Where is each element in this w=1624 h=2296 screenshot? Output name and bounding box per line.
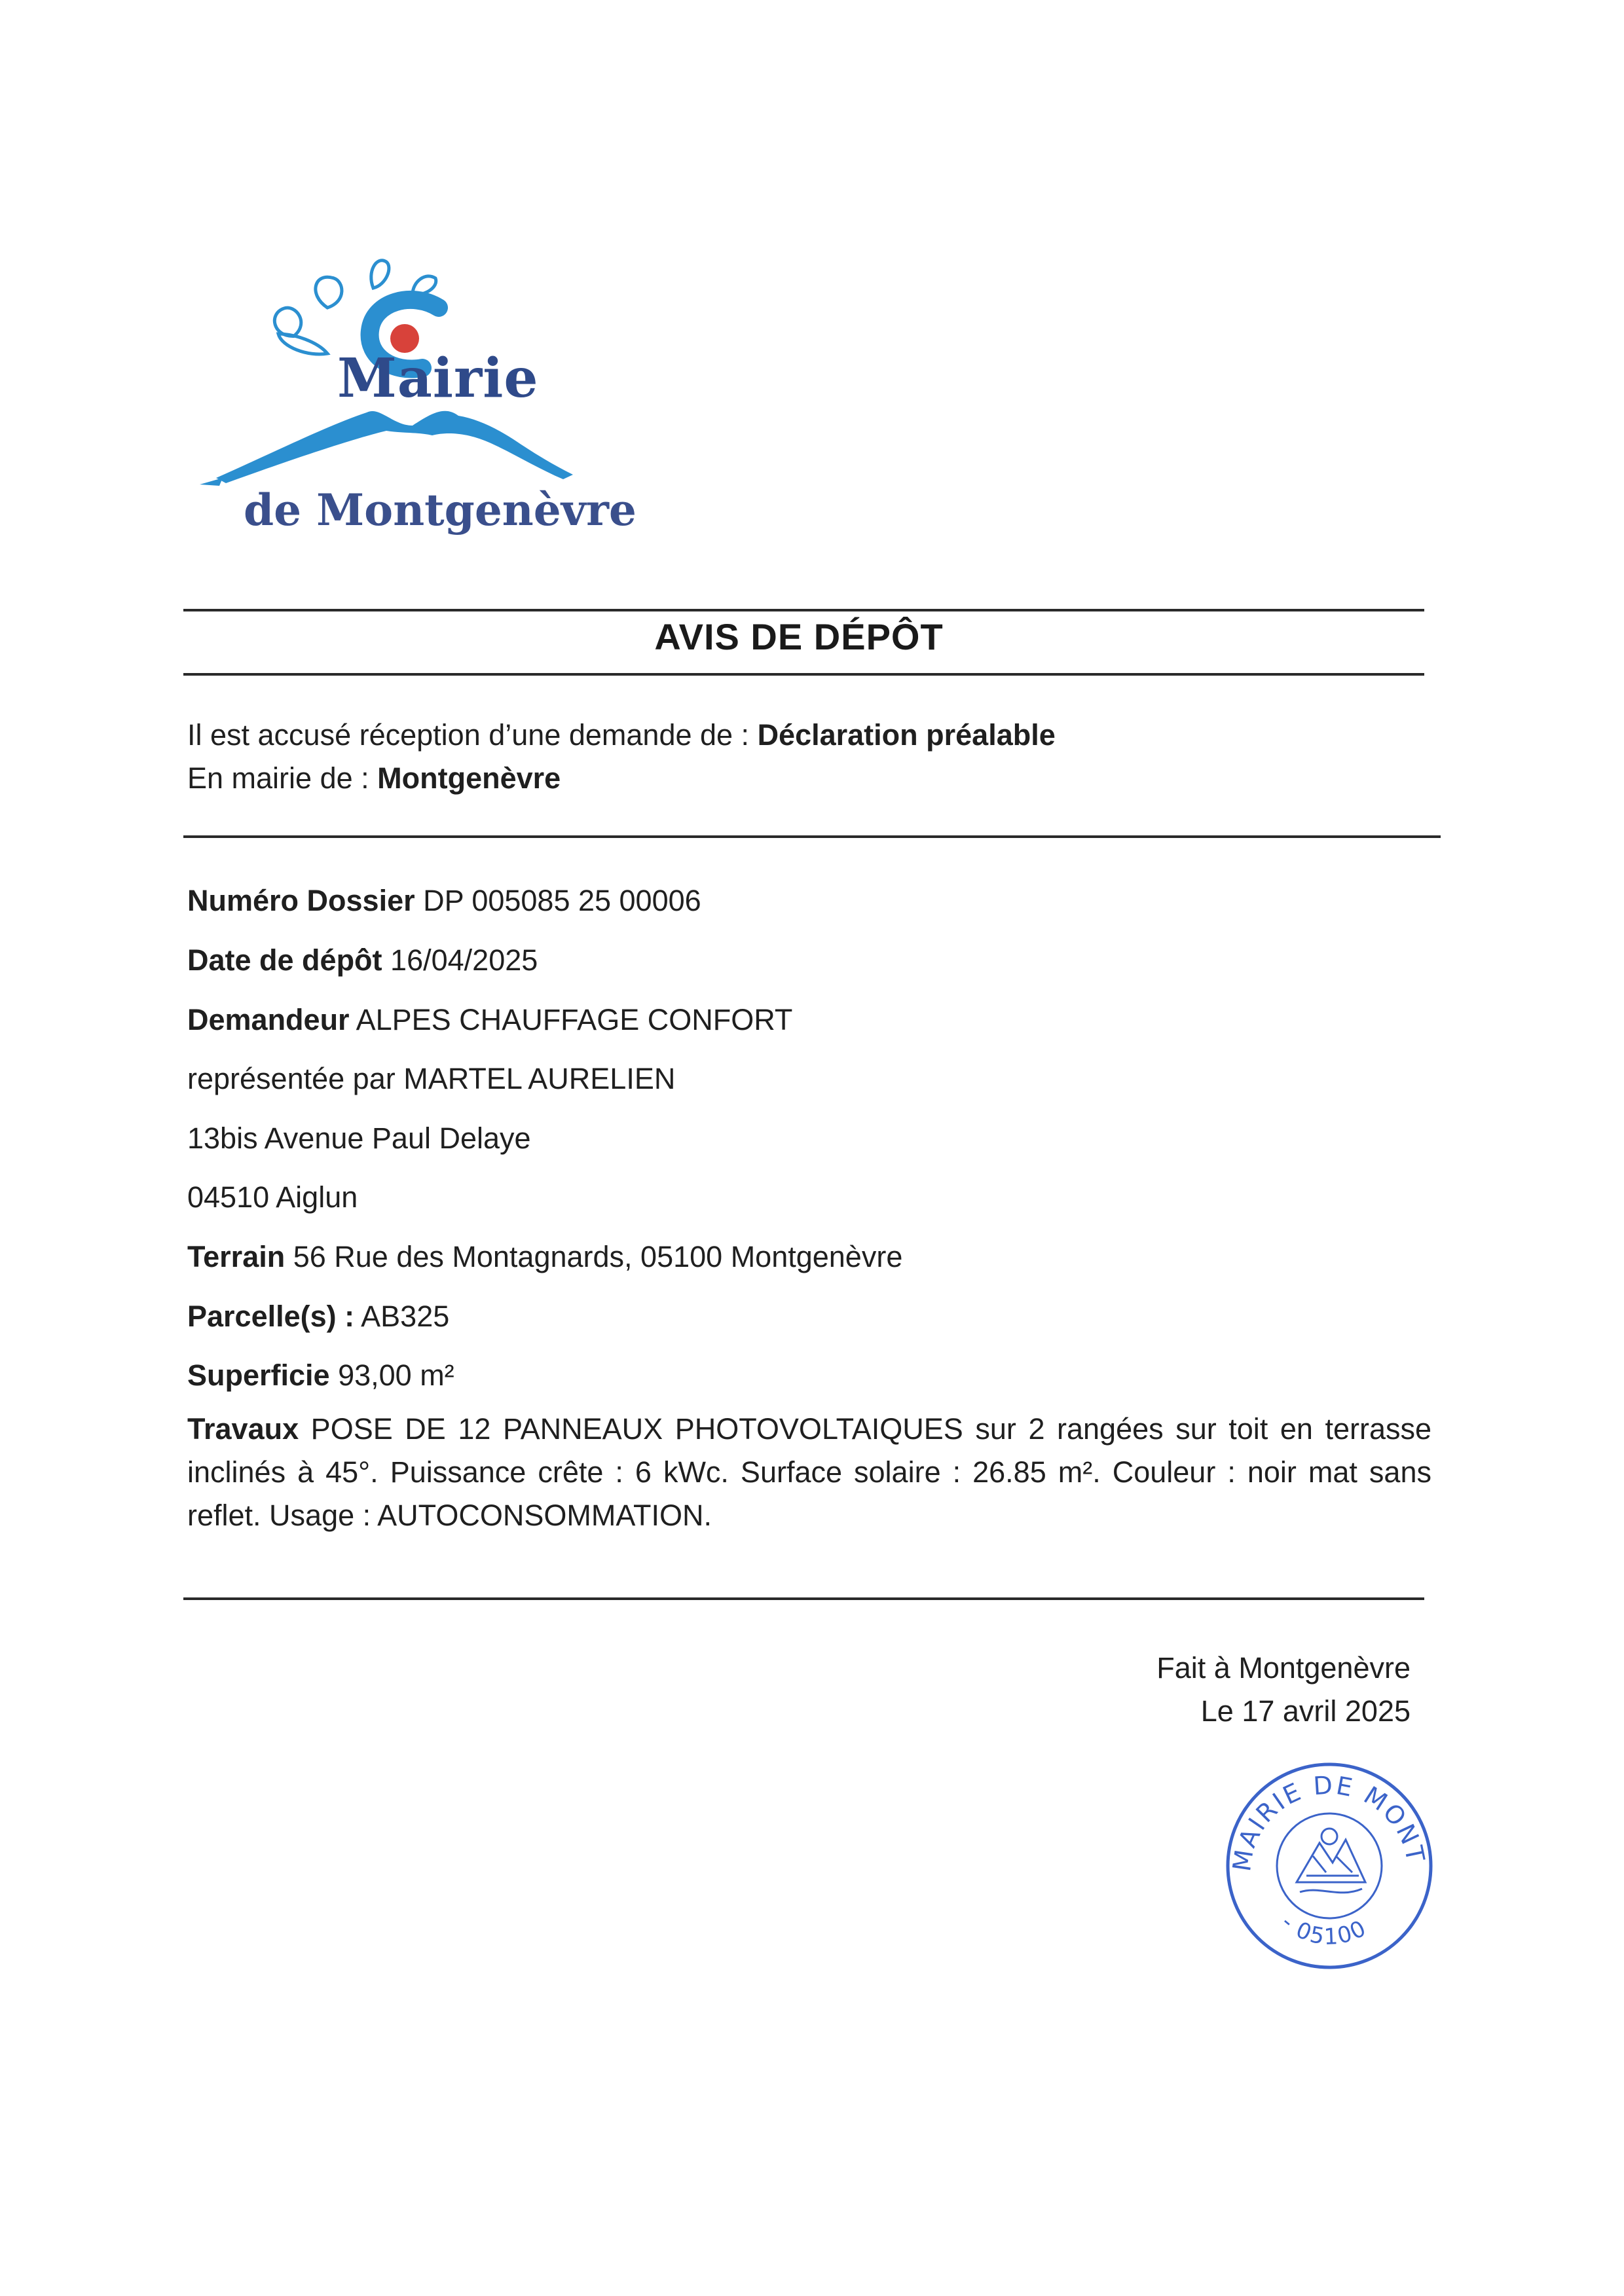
stamp-top-text: MAIRIE DE MONT [1227, 1770, 1431, 1874]
signature-lieu: Fait à Montgenèvre [1156, 1651, 1411, 1685]
mairie-prefix: En mairie de : [187, 761, 378, 795]
parcelle-label: Parcelle(s) : [187, 1300, 355, 1333]
date-depot [187, 939, 538, 982]
logo-text-montgenevre: de Montgenèvre [244, 484, 637, 536]
superficie [187, 1354, 454, 1397]
stamp-bottom-text: - 05100 [1276, 1909, 1371, 1950]
superficie-value: 93,00 m² [329, 1358, 454, 1392]
numero-label: Numéro Dossier [187, 884, 415, 917]
svg-text:MAIRIE DE MONTGENÈVRE [1221, 1758, 1430, 1873]
request-line [187, 714, 1056, 757]
terrain [187, 1235, 902, 1279]
superficie-label: Superficie [187, 1358, 330, 1392]
demandeur-value: ALPES CHAUFFAGE CONFORT [349, 1003, 793, 1036]
mairie-line [187, 757, 561, 800]
logo-text-mairie: Mairie [337, 347, 539, 410]
terrain-value: 56 Rue des Montagnards, 05100 Montgenèvre [285, 1240, 903, 1273]
demandeur-label: Demandeur [187, 1003, 350, 1036]
page-title: AVIS DE DÉPÔT [654, 616, 944, 657]
adresse-ligne-2: 04510 Aiglun [187, 1180, 358, 1214]
request-prefix: Il est accusé réception d’une demande de : [187, 718, 758, 752]
request-type: Déclaration préalable [757, 718, 1056, 752]
details-rule [183, 1597, 1424, 1600]
travaux-label: Travaux [187, 1412, 299, 1446]
numero-value: DP 005085 25 00006 [415, 884, 701, 917]
date-value: 16/04/2025 [382, 943, 538, 977]
adresse-ligne-1: 13bis Avenue Paul Delaye [187, 1121, 531, 1155]
intro-rule [183, 835, 1441, 838]
numero-dossier [187, 879, 701, 922]
representant: représentée par MARTEL AURELIEN [187, 1062, 676, 1095]
stamp-graphic [1221, 1758, 1437, 1974]
parcelle-value: AB325 [354, 1300, 450, 1333]
mairie-name: Montgenèvre [377, 761, 561, 795]
mairie-stamp [1221, 1758, 1437, 1974]
signature-date: Le 17 avril 2025 [1200, 1694, 1411, 1728]
demandeur [187, 998, 792, 1042]
title-rule-top [183, 609, 1424, 611]
travaux [187, 1408, 1431, 1537]
date-label: Date de dépôt [187, 943, 382, 977]
travaux-value: POSE DE 12 PANNEAUX PHOTOVOLTAIQUES sur 2 rangées sur toit en terrasse inclinés à 45°. Puissance crête : 6 kWc. Surface solaire : 26.85 m². Couleur : noir mat sans reflet. Usage : AUTOCONSOMMATION. [187, 1412, 1431, 1532]
parcelles [187, 1295, 449, 1338]
terrain-label: Terrain [187, 1240, 286, 1273]
title-rule-bottom [183, 673, 1424, 676]
